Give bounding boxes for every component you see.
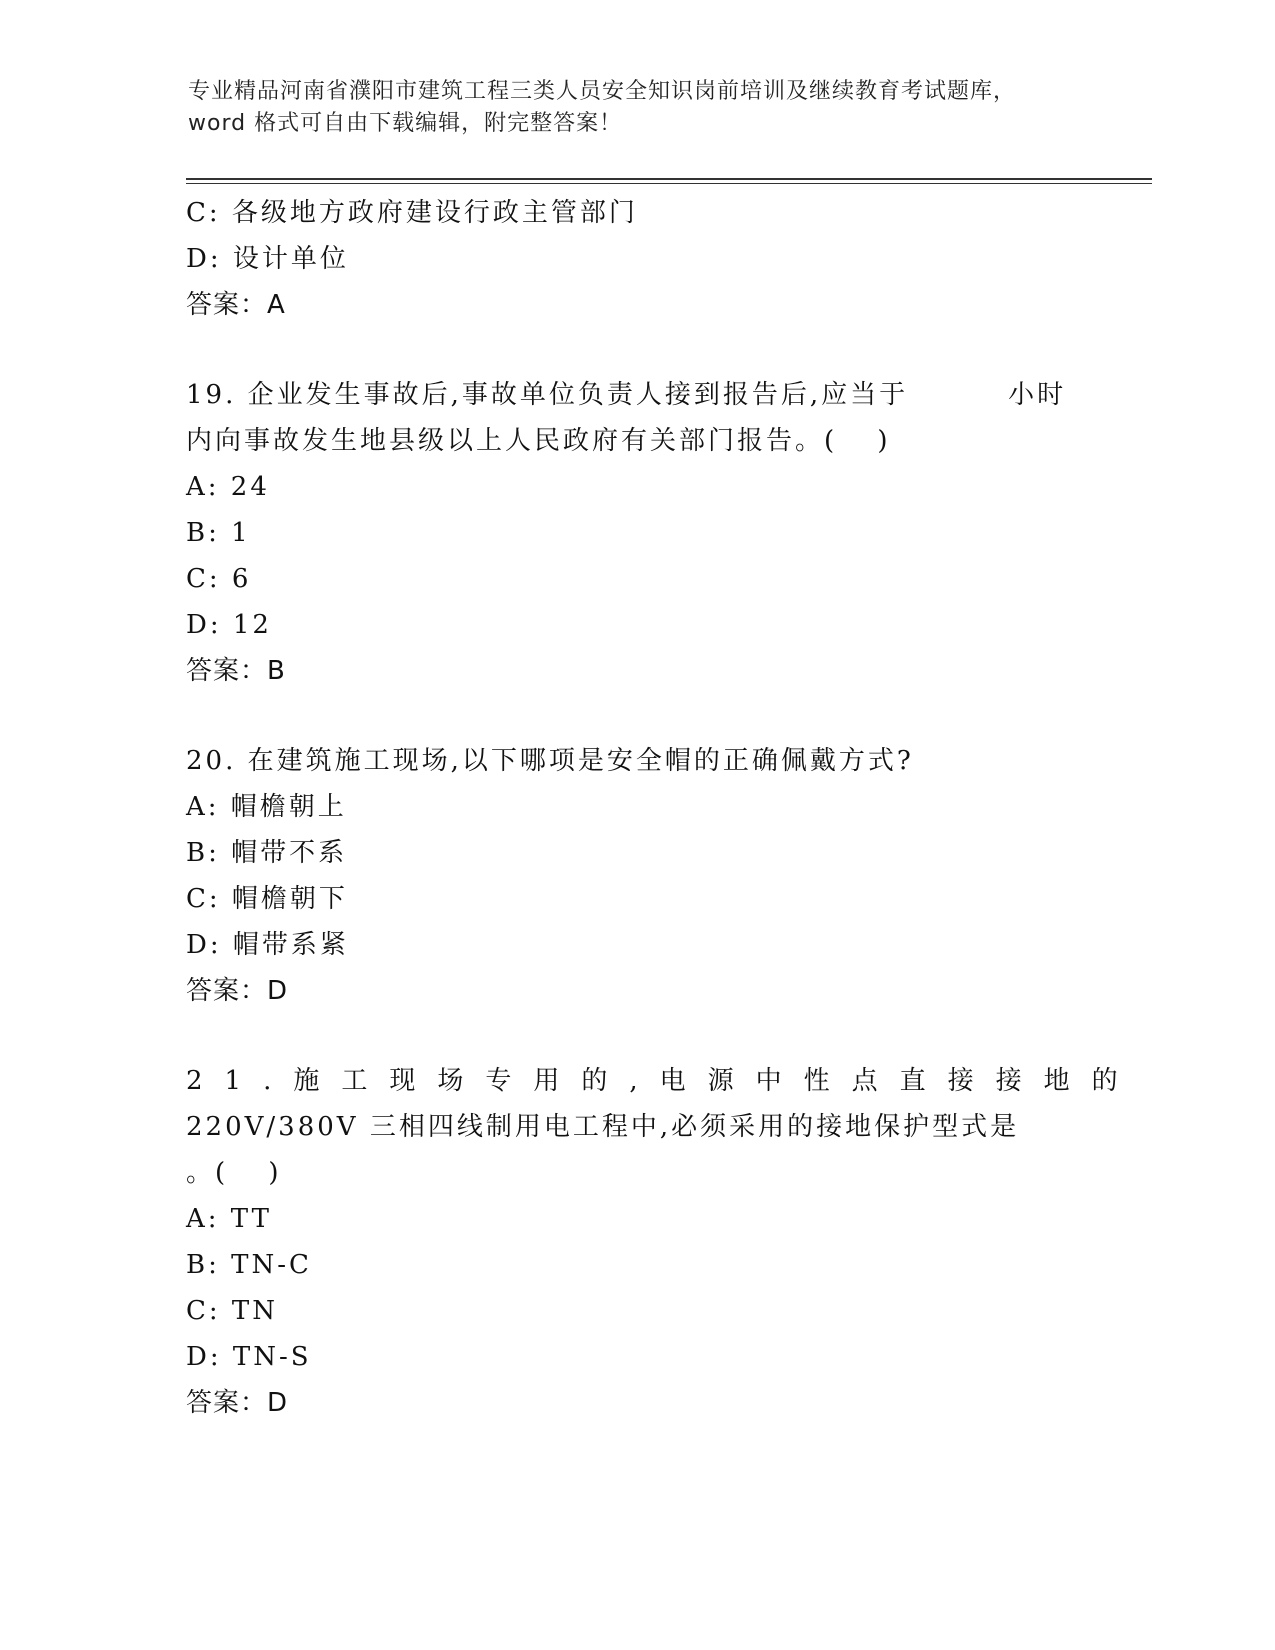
option-d: D: 设计单位 [186, 244, 349, 274]
answer: 答案：D [186, 976, 289, 1006]
question-list [186, 190, 1140, 1426]
option-d: D: 12 [186, 610, 272, 640]
option-d: D: 帽带系紧 [186, 930, 349, 960]
question-stem-line-2: 220V/380V 三相四线制用电工程中,必须采用的接地保护型式是 [186, 1112, 1020, 1142]
header-line-1: 专业精品河南省濮阳市建筑工程三类人员安全知识岗前培训及继续教育考试题库， [188, 79, 1017, 104]
question-20 [186, 738, 1126, 1014]
question-18-tail [186, 190, 1126, 328]
question-stem [186, 372, 1126, 418]
question-stem: 21.施工现场专用的,电源中性点直接接地的 [186, 1066, 1140, 1096]
stem-part-1: 19. 企业发生事故后,事故单位负责人接到报告后,应当于 [186, 380, 909, 410]
option-c: C: TN [186, 1296, 279, 1326]
question-21 [186, 1058, 1140, 1426]
answer: 答案：A [186, 290, 286, 320]
option-b: B: TN-C [186, 1250, 312, 1280]
header-line-2: word 格式可自由下载编辑，附完整答案！ [188, 111, 623, 136]
option-b: B: 帽带不系 [186, 838, 348, 868]
option-c: C: 6 [186, 564, 252, 594]
option-c: C: 各级地方政府建设行政主管部门 [186, 198, 638, 228]
option-c: C: 帽檐朝下 [186, 884, 348, 914]
header-divider-thick [186, 178, 1152, 180]
question-stem-line-2: 内向事故发生地县级以上人民政府有关部门报告。( ) [186, 426, 891, 456]
question-stem: 20. 在建筑施工现场,以下哪项是安全帽的正确佩戴方式? [186, 746, 914, 776]
option-a: A: TT [186, 1204, 272, 1234]
stem-part-2: 小时 [1008, 380, 1067, 410]
question-stem-line-3: 。( ) [186, 1158, 282, 1188]
document-header [188, 76, 1088, 140]
question-19 [186, 372, 1126, 694]
answer: 答案：B [186, 656, 286, 686]
header-divider-thin [186, 183, 1152, 184]
option-d: D: TN-S [186, 1342, 312, 1372]
answer: 答案：D [186, 1388, 289, 1418]
option-b: B: 1 [186, 518, 251, 548]
option-a: A: 帽檐朝上 [186, 792, 347, 822]
option-a: A: 24 [186, 472, 270, 502]
